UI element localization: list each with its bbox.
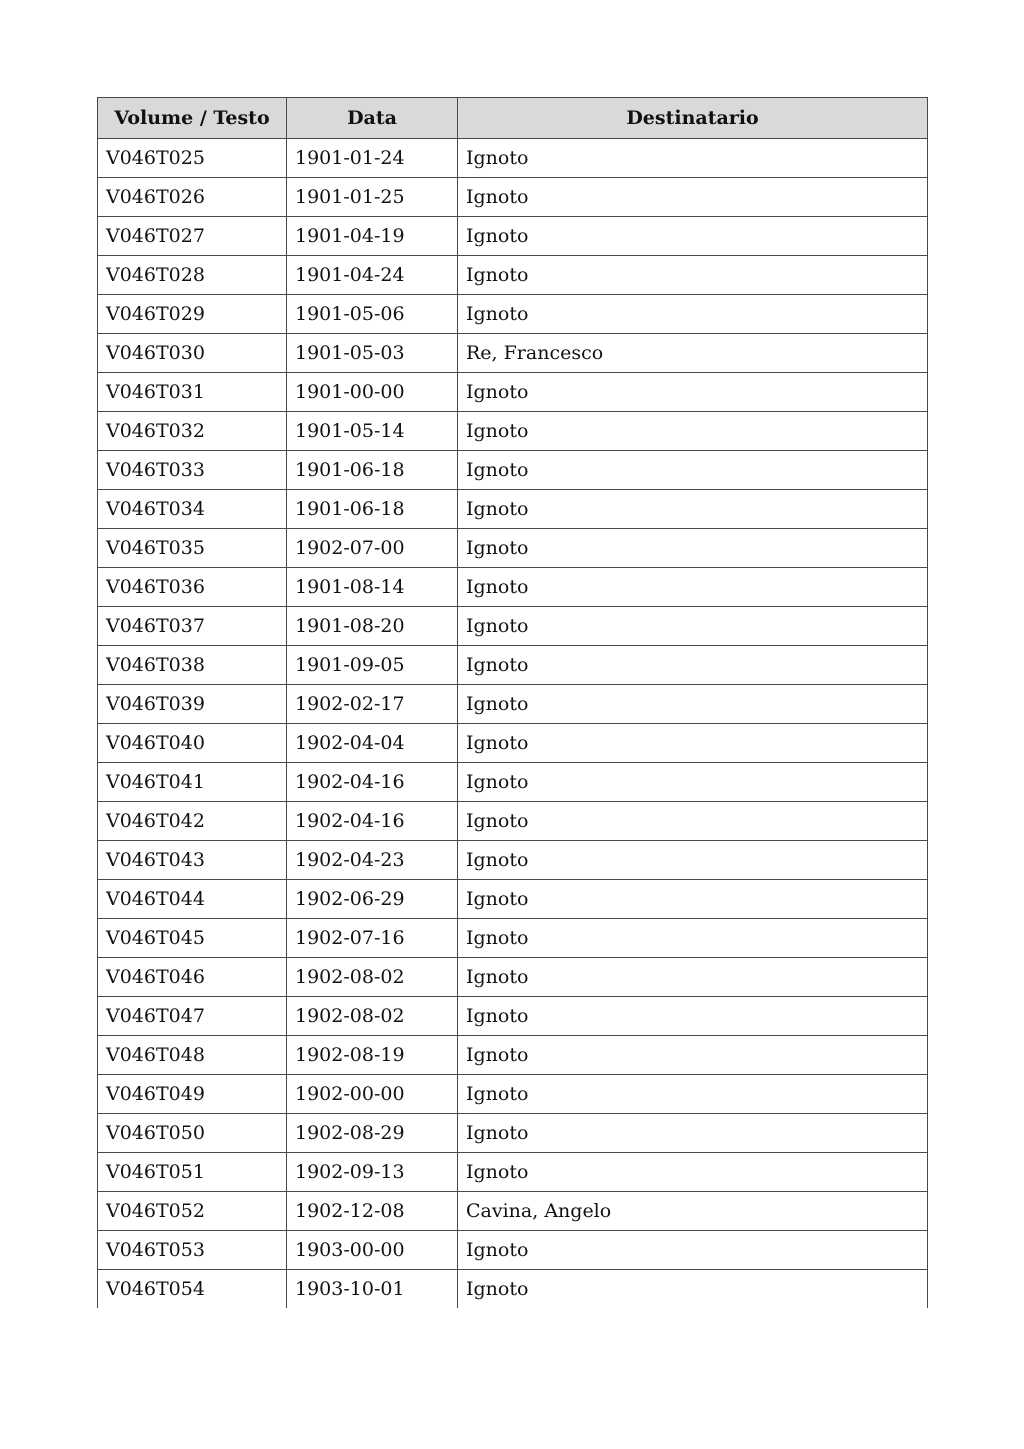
cell-destinatario: Ignoto xyxy=(458,1231,928,1270)
cell-data: 1901-01-25 xyxy=(287,178,458,217)
cell-volume-testo: V046T052 xyxy=(98,1192,287,1231)
cell-destinatario: Ignoto xyxy=(458,568,928,607)
table-row xyxy=(98,295,928,334)
table-row xyxy=(98,1270,928,1309)
cell-volume-testo: V046T028 xyxy=(98,256,287,295)
table-row xyxy=(98,490,928,529)
table-row xyxy=(98,646,928,685)
cell-volume-testo: V046T047 xyxy=(98,997,287,1036)
cell-destinatario: Ignoto xyxy=(458,1075,928,1114)
cell-volume-testo: V046T044 xyxy=(98,880,287,919)
cell-data: 1902-02-17 xyxy=(287,685,458,724)
table-row xyxy=(98,256,928,295)
cell-volume-testo: V046T045 xyxy=(98,919,287,958)
cell-volume-testo: V046T042 xyxy=(98,802,287,841)
cell-data: 1902-00-00 xyxy=(287,1075,458,1114)
cell-volume-testo: V046T032 xyxy=(98,412,287,451)
table-row xyxy=(98,178,928,217)
cell-volume-testo: V046T034 xyxy=(98,490,287,529)
cell-volume-testo: V046T053 xyxy=(98,1231,287,1270)
table-row xyxy=(98,568,928,607)
table-row xyxy=(98,373,928,412)
cell-volume-testo: V046T049 xyxy=(98,1075,287,1114)
cell-data: 1902-09-13 xyxy=(287,1153,458,1192)
cell-volume-testo: V046T050 xyxy=(98,1114,287,1153)
cell-data: 1901-05-06 xyxy=(287,295,458,334)
cell-destinatario: Cavina, Angelo xyxy=(458,1192,928,1231)
cell-destinatario: Re, Francesco xyxy=(458,334,928,373)
cell-destinatario: Ignoto xyxy=(458,451,928,490)
cell-data: 1902-04-16 xyxy=(287,802,458,841)
table-row xyxy=(98,724,928,763)
cell-destinatario: Ignoto xyxy=(458,841,928,880)
cell-volume-testo: V046T029 xyxy=(98,295,287,334)
cell-volume-testo: V046T035 xyxy=(98,529,287,568)
cell-destinatario: Ignoto xyxy=(458,178,928,217)
table-row xyxy=(98,334,928,373)
cell-data: 1902-07-16 xyxy=(287,919,458,958)
cell-data: 1901-05-14 xyxy=(287,412,458,451)
cell-data: 1903-10-01 xyxy=(287,1270,458,1309)
table-row xyxy=(98,880,928,919)
table-row xyxy=(98,1075,928,1114)
table-row xyxy=(98,529,928,568)
cell-data: 1902-04-16 xyxy=(287,763,458,802)
cell-data: 1903-00-00 xyxy=(287,1231,458,1270)
cell-destinatario: Ignoto xyxy=(458,295,928,334)
cell-volume-testo: V046T041 xyxy=(98,763,287,802)
cell-destinatario: Ignoto xyxy=(458,1036,928,1075)
column-header-destinatario: Destinatario xyxy=(458,98,928,139)
cell-destinatario: Ignoto xyxy=(458,607,928,646)
cell-destinatario: Ignoto xyxy=(458,1270,928,1309)
cell-volume-testo: V046T039 xyxy=(98,685,287,724)
column-header-data: Data xyxy=(287,98,458,139)
cell-volume-testo: V046T048 xyxy=(98,1036,287,1075)
table-row xyxy=(98,1153,928,1192)
cell-data: 1902-06-29 xyxy=(287,880,458,919)
table-row xyxy=(98,1192,928,1231)
cell-volume-testo: V046T040 xyxy=(98,724,287,763)
cell-destinatario: Ignoto xyxy=(458,646,928,685)
cell-destinatario: Ignoto xyxy=(458,412,928,451)
cell-destinatario: Ignoto xyxy=(458,1153,928,1192)
table-row xyxy=(98,685,928,724)
table-row xyxy=(98,1114,928,1153)
table-row xyxy=(98,919,928,958)
cell-volume-testo: V046T046 xyxy=(98,958,287,997)
cell-data: 1901-00-00 xyxy=(287,373,458,412)
cell-volume-testo: V046T033 xyxy=(98,451,287,490)
cell-volume-testo: V046T051 xyxy=(98,1153,287,1192)
table-row xyxy=(98,607,928,646)
cell-volume-testo: V046T037 xyxy=(98,607,287,646)
cell-data: 1902-08-02 xyxy=(287,997,458,1036)
cell-data: 1901-04-19 xyxy=(287,217,458,256)
column-header-volume-testo: Volume / Testo xyxy=(98,98,287,139)
cell-volume-testo: V046T030 xyxy=(98,334,287,373)
table-row xyxy=(98,841,928,880)
cell-volume-testo: V046T031 xyxy=(98,373,287,412)
cell-volume-testo: V046T043 xyxy=(98,841,287,880)
cell-data: 1901-04-24 xyxy=(287,256,458,295)
cell-volume-testo: V046T054 xyxy=(98,1270,287,1309)
table-row xyxy=(98,958,928,997)
table-row xyxy=(98,763,928,802)
cell-destinatario: Ignoto xyxy=(458,958,928,997)
table-row xyxy=(98,139,928,178)
cell-destinatario: Ignoto xyxy=(458,490,928,529)
cell-data: 1902-07-00 xyxy=(287,529,458,568)
table-row xyxy=(98,997,928,1036)
cell-destinatario: Ignoto xyxy=(458,802,928,841)
table-row xyxy=(98,451,928,490)
table-row xyxy=(98,802,928,841)
cell-data: 1902-12-08 xyxy=(287,1192,458,1231)
cell-data: 1901-01-24 xyxy=(287,139,458,178)
cell-data: 1902-04-23 xyxy=(287,841,458,880)
cell-destinatario: Ignoto xyxy=(458,256,928,295)
cell-destinatario: Ignoto xyxy=(458,217,928,256)
cell-volume-testo: V046T036 xyxy=(98,568,287,607)
cell-destinatario: Ignoto xyxy=(458,529,928,568)
cell-data: 1902-08-19 xyxy=(287,1036,458,1075)
table-row xyxy=(98,1036,928,1075)
cell-data: 1901-09-05 xyxy=(287,646,458,685)
cell-volume-testo: V046T025 xyxy=(98,139,287,178)
cell-destinatario: Ignoto xyxy=(458,919,928,958)
cell-data: 1901-05-03 xyxy=(287,334,458,373)
table-row xyxy=(98,217,928,256)
cell-data: 1901-06-18 xyxy=(287,490,458,529)
table-header-row xyxy=(98,98,928,139)
letters-table xyxy=(97,97,928,1308)
table-row xyxy=(98,1231,928,1270)
table-row xyxy=(98,412,928,451)
cell-data: 1901-06-18 xyxy=(287,451,458,490)
cell-volume-testo: V046T038 xyxy=(98,646,287,685)
cell-volume-testo: V046T027 xyxy=(98,217,287,256)
cell-destinatario: Ignoto xyxy=(458,763,928,802)
cell-volume-testo: V046T026 xyxy=(98,178,287,217)
cell-data: 1902-04-04 xyxy=(287,724,458,763)
cell-destinatario: Ignoto xyxy=(458,139,928,178)
cell-data: 1902-08-02 xyxy=(287,958,458,997)
cell-data: 1902-08-29 xyxy=(287,1114,458,1153)
cell-destinatario: Ignoto xyxy=(458,880,928,919)
cell-destinatario: Ignoto xyxy=(458,997,928,1036)
cell-data: 1901-08-14 xyxy=(287,568,458,607)
cell-data: 1901-08-20 xyxy=(287,607,458,646)
cell-destinatario: Ignoto xyxy=(458,685,928,724)
table-body xyxy=(98,139,928,1309)
cell-destinatario: Ignoto xyxy=(458,1114,928,1153)
cell-destinatario: Ignoto xyxy=(458,373,928,412)
cell-destinatario: Ignoto xyxy=(458,724,928,763)
